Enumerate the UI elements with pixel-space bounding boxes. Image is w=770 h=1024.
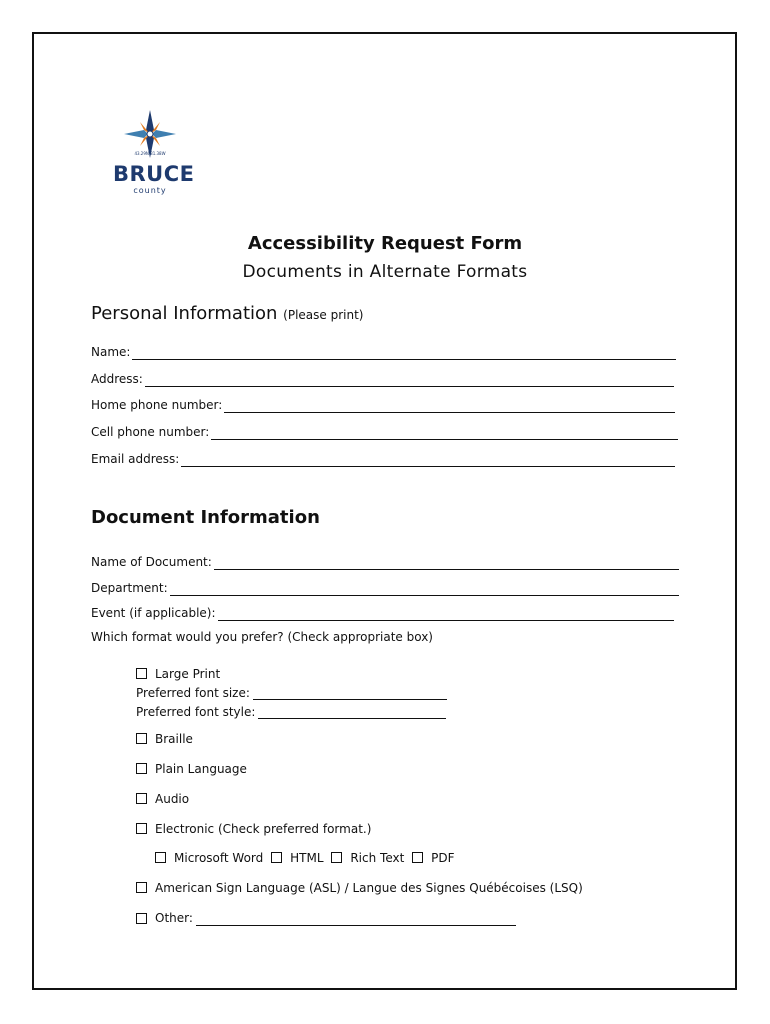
name-line[interactable]	[132, 347, 676, 360]
address-field[interactable]	[91, 371, 674, 387]
asl-option[interactable]	[136, 881, 583, 896]
department-field[interactable]	[91, 580, 679, 596]
email-label: Email address:	[91, 452, 180, 466]
address-label: Address:	[91, 372, 143, 386]
asl-label: American Sign Language (ASL) / Langue des Signes Québécoises (LSQ)	[155, 881, 583, 895]
electronic-format-options	[155, 851, 459, 865]
audio-label: Audio	[155, 792, 190, 806]
html-checkbox[interactable]	[271, 852, 282, 863]
asl-checkbox[interactable]	[136, 882, 147, 893]
large-print-label: Large Print	[155, 667, 221, 681]
home-phone-line[interactable]	[224, 400, 675, 413]
logo-wordmark: BRUCE	[113, 162, 195, 186]
braille-option[interactable]	[136, 732, 193, 747]
pdf-checkbox[interactable]	[412, 852, 423, 863]
document-name-label: Name of Document:	[91, 555, 212, 569]
other-checkbox[interactable]	[136, 913, 147, 924]
logo-ring-text: 43.29N 81.38W	[134, 151, 166, 156]
personal-info-heading	[91, 303, 364, 324]
font-style-field[interactable]	[136, 706, 446, 719]
electronic-option[interactable]	[136, 822, 371, 837]
plain-language-option[interactable]	[136, 762, 247, 777]
font-style-line[interactable]	[258, 707, 446, 719]
html-label: HTML	[290, 851, 324, 865]
cell-phone-field[interactable]	[91, 424, 678, 440]
logo-subtext: county	[133, 186, 167, 195]
rich-text-option[interactable]	[331, 851, 404, 865]
name-field[interactable]	[91, 344, 676, 360]
department-line[interactable]	[170, 583, 679, 596]
form-subtitle: Documents in Alternate Formats	[242, 262, 528, 282]
pdf-label: PDF	[431, 851, 455, 865]
email-line[interactable]	[181, 454, 675, 467]
name-label: Name:	[91, 345, 131, 359]
font-style-label: Preferred font style:	[136, 705, 256, 719]
braille-checkbox[interactable]	[136, 733, 147, 744]
electronic-checkbox[interactable]	[136, 823, 147, 834]
large-print-option[interactable]	[136, 667, 220, 682]
home-phone-label: Home phone number:	[91, 398, 223, 412]
document-name-field[interactable]	[91, 554, 679, 570]
other-label: Other:	[155, 911, 193, 925]
font-size-field[interactable]	[136, 687, 447, 700]
font-size-label: Preferred font size:	[136, 686, 250, 700]
rich-text-checkbox[interactable]	[331, 852, 342, 863]
cell-phone-line[interactable]	[211, 427, 678, 440]
rich-text-label: Rich Text	[350, 851, 405, 865]
electronic-label: Electronic (Check preferred format.)	[155, 822, 372, 836]
word-option[interactable]	[155, 851, 263, 865]
pdf-option[interactable]	[412, 851, 454, 865]
home-phone-field[interactable]	[91, 397, 675, 413]
event-label: Event (if applicable):	[91, 606, 216, 620]
email-field[interactable]	[91, 451, 675, 467]
braille-label: Braille	[155, 732, 193, 746]
personal-info-note: (Please print)	[283, 308, 364, 322]
event-line[interactable]	[218, 608, 674, 621]
address-line[interactable]	[145, 374, 674, 387]
other-option[interactable]	[136, 911, 516, 926]
department-label: Department:	[91, 581, 168, 595]
word-checkbox[interactable]	[155, 852, 166, 863]
large-print-checkbox[interactable]	[136, 668, 147, 679]
font-size-line[interactable]	[253, 688, 447, 700]
other-line[interactable]	[196, 913, 516, 926]
html-option[interactable]	[271, 851, 323, 865]
personal-info-heading-text: Personal Information	[91, 303, 278, 324]
cell-phone-label: Cell phone number:	[91, 425, 210, 439]
document-info-heading: Document Information	[91, 507, 320, 528]
plain-language-label: Plain Language	[155, 762, 247, 776]
format-question: Which format would you prefer? (Check appropriate box)	[91, 630, 433, 644]
plain-language-checkbox[interactable]	[136, 763, 147, 774]
audio-checkbox[interactable]	[136, 793, 147, 804]
document-name-line[interactable]	[214, 557, 679, 570]
event-field[interactable]	[91, 605, 674, 621]
audio-option[interactable]	[136, 792, 189, 807]
form-title: Accessibility Request Form	[247, 233, 523, 254]
word-label: Microsoft Word	[174, 851, 264, 865]
